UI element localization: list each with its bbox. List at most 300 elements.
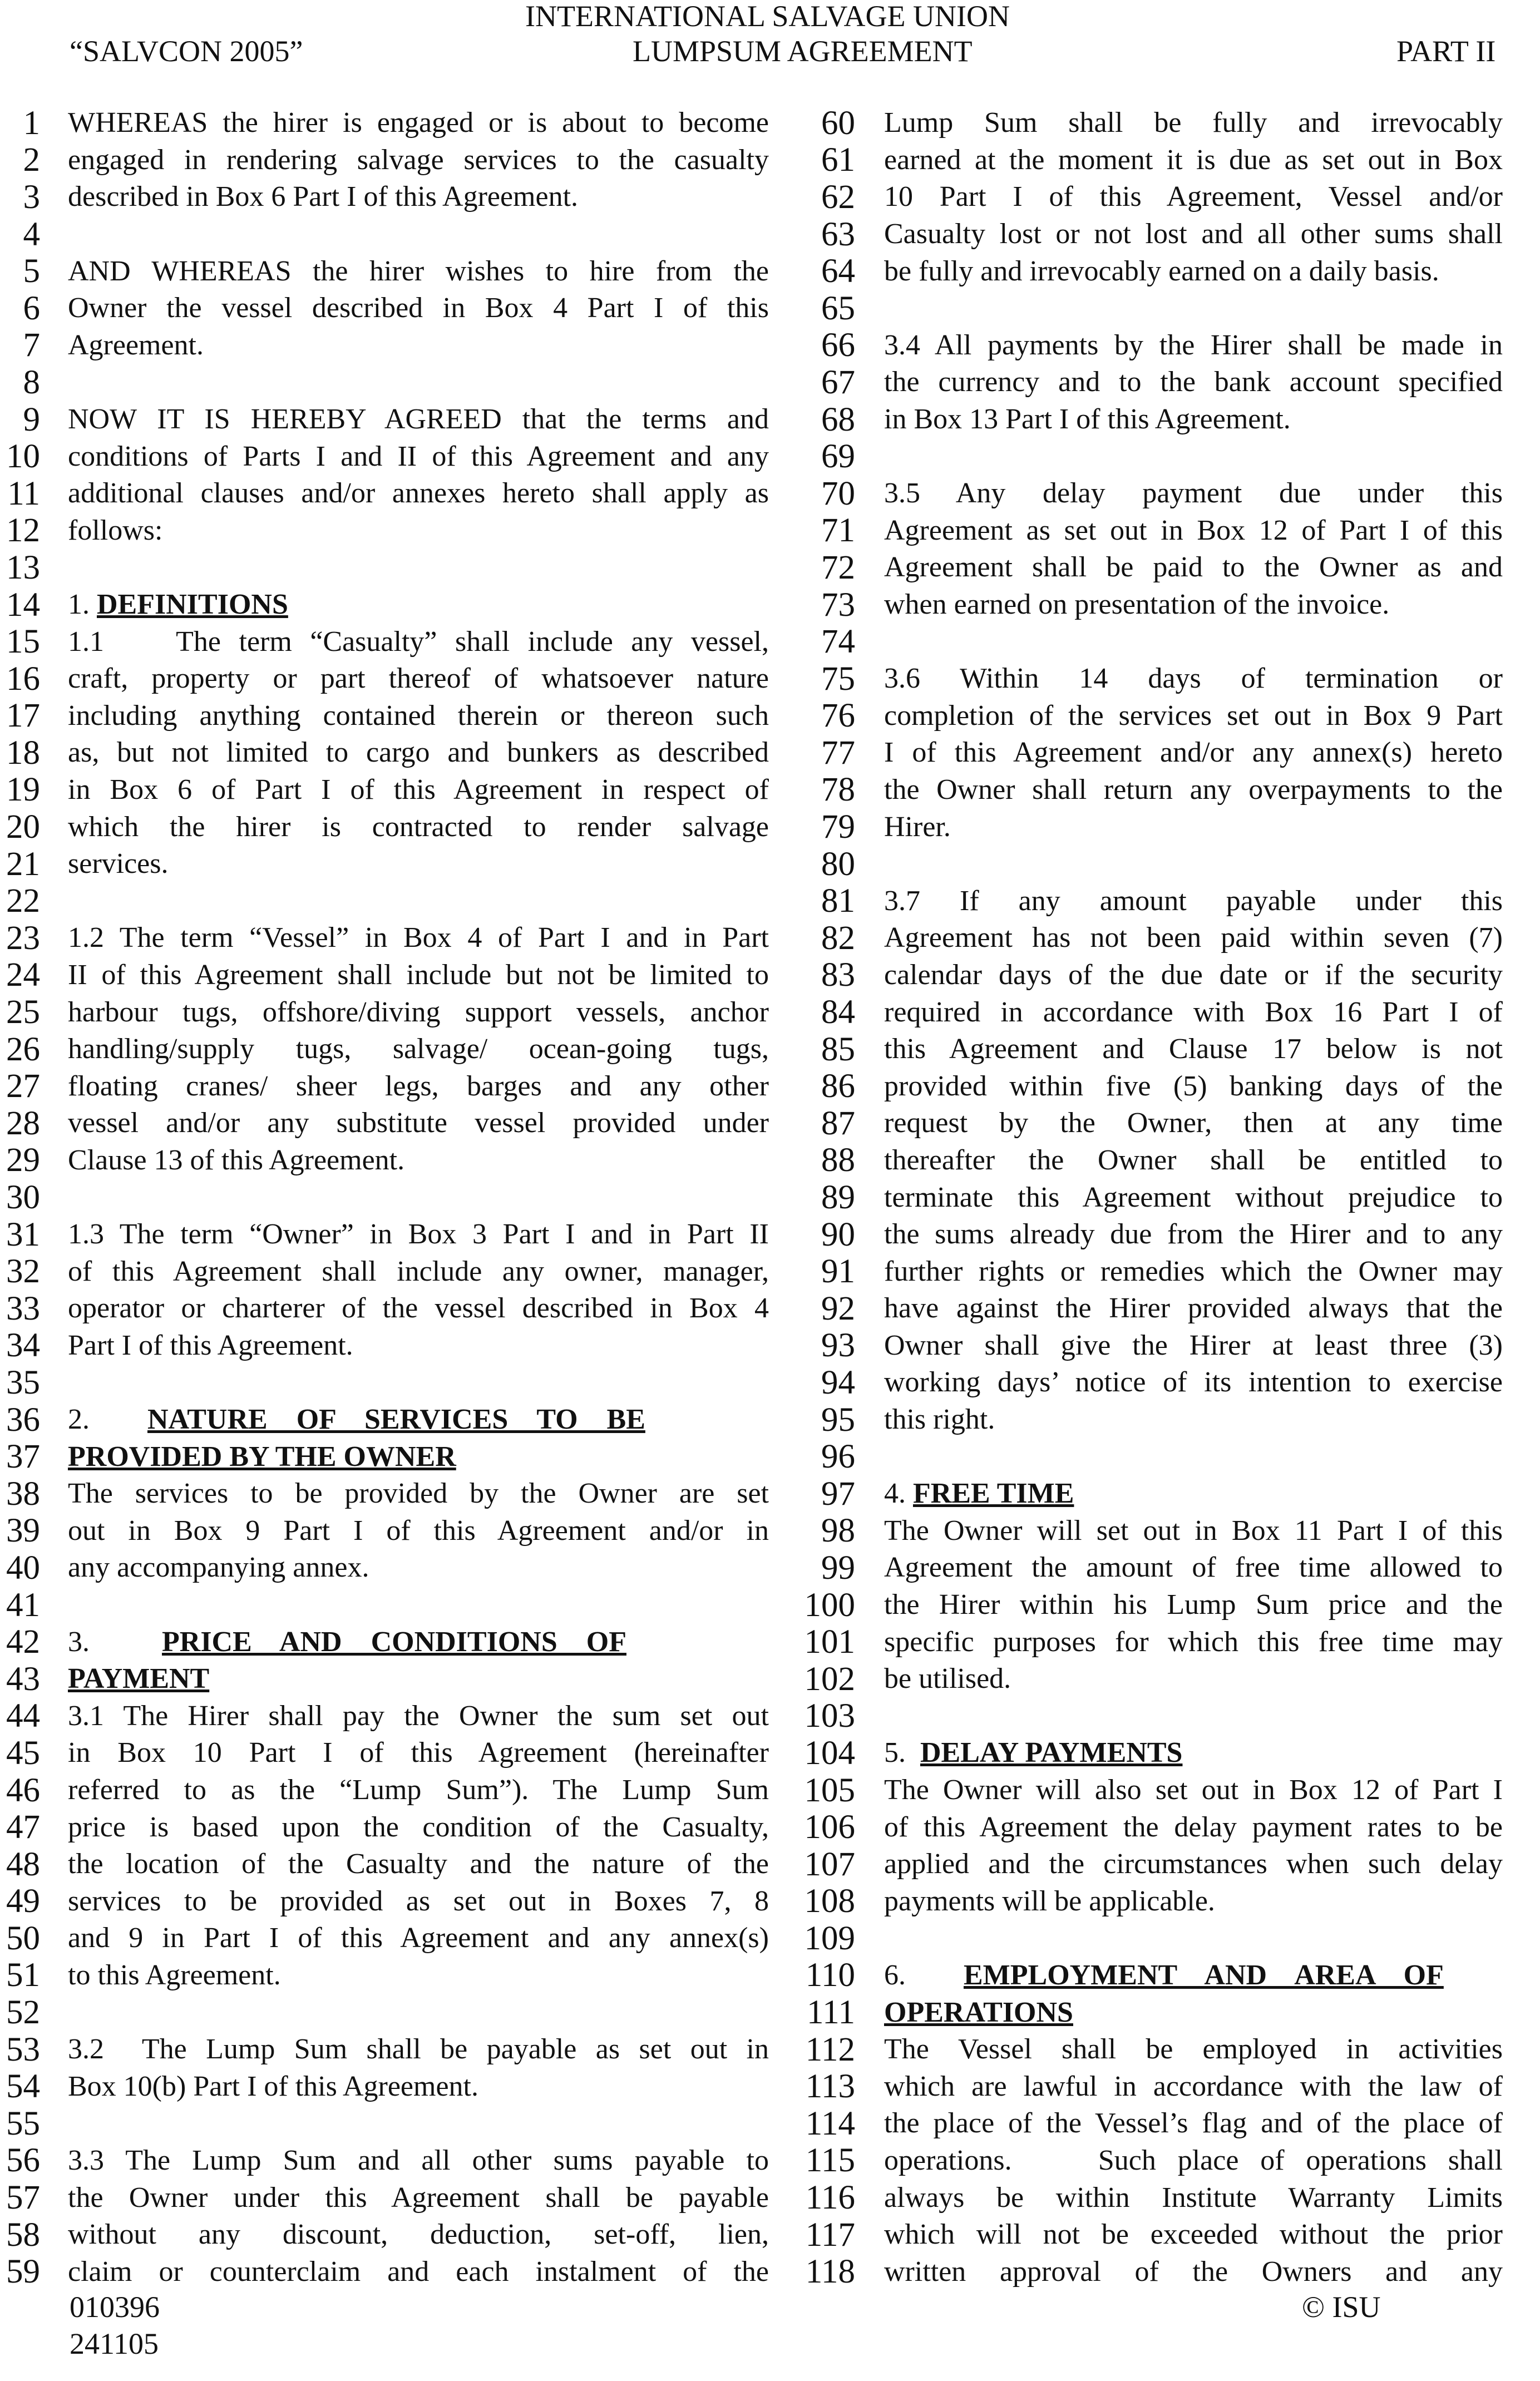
line-number: 24 [6, 956, 40, 994]
line-number: 49 [6, 1883, 40, 1920]
line-text [884, 2146, 1503, 2175]
line-text-content: which are lawful in accordance with the law of [884, 2070, 1503, 2102]
line-text [68, 1628, 769, 1657]
line-number: 7 [23, 327, 40, 364]
line-number: 17 [6, 697, 40, 735]
line-number: 98 [821, 1512, 855, 1550]
line-number: 22 [6, 882, 40, 920]
text-line [0, 994, 769, 1031]
line-number: 99 [821, 1549, 855, 1587]
line-number: 9 [23, 401, 40, 438]
line-text [68, 625, 769, 658]
line-number: 10 [6, 438, 40, 476]
line-text-content: 3.5 Any delay payment due under this [884, 477, 1503, 510]
text-line [766, 549, 1503, 586]
text-line [766, 2105, 1503, 2142]
line-text [68, 2146, 769, 2175]
line-number: 115 [805, 2142, 855, 2180]
line-number: 6 [23, 289, 40, 327]
line-text [68, 1738, 769, 1767]
line-text [884, 331, 1503, 360]
text-line [0, 846, 769, 883]
line-number: 57 [6, 2179, 40, 2217]
text-line [766, 660, 1503, 698]
line-text-content: further rights or remedies which the Owner may [884, 1255, 1503, 1287]
text-line [0, 1920, 769, 1957]
line-text [68, 405, 769, 434]
section-heading: PROVIDED BY THE OWNER [68, 1440, 456, 1473]
line-text-content: the Owner shall return any overpayments to the [884, 773, 1503, 806]
line-text-content: 3.4 All payments by the Hirer shall be made in [884, 329, 1503, 361]
line-number: 59 [6, 2253, 40, 2291]
text-line [0, 957, 769, 994]
text-line [766, 1401, 1503, 1439]
text-line [0, 920, 769, 957]
line-text-content: in Box 6 of Part I of this Agreement in respect of [68, 773, 769, 806]
line-text [884, 961, 1503, 990]
text-line [766, 957, 1503, 994]
text-line [766, 401, 1503, 438]
line-text [884, 2109, 1503, 2138]
line-text [68, 1850, 769, 1879]
line-text [68, 738, 769, 767]
text-line [0, 1327, 769, 1365]
line-number: 54 [6, 2068, 40, 2106]
line-number: 87 [821, 1104, 855, 1142]
line-number: 33 [6, 1290, 40, 1327]
section-heading: FREE TIME [913, 1478, 1074, 1510]
line-text [884, 590, 1503, 619]
line-text-content: services to be provided as set out in Boxes 7, 8 [68, 1885, 769, 1917]
line-text [68, 1516, 769, 1545]
line-text-content: 1. [68, 589, 97, 621]
text-line [766, 253, 1503, 290]
line-text [884, 368, 1503, 397]
line-number: 116 [805, 2179, 855, 2217]
text-line [766, 994, 1503, 1031]
line-text-content: 5. [884, 1737, 920, 1769]
text-line [766, 1623, 1503, 1661]
line-text [884, 2035, 1503, 2064]
text-line [0, 586, 769, 624]
right-column [766, 105, 1503, 2290]
line-text-content: required in accordance with Box 16 Part I of [884, 996, 1503, 1028]
line-number: 61 [821, 141, 855, 179]
text-line [0, 475, 769, 512]
line-text-content: 2. [68, 1404, 147, 1436]
line-text [68, 1813, 769, 1842]
line-number: 74 [821, 623, 855, 661]
line-text-content: Agreement the amount of free time allowed to [884, 1552, 1503, 1584]
text-line [0, 660, 769, 698]
line-text [884, 1479, 1503, 1508]
line-number: 109 [804, 1919, 855, 1957]
line-number: 52 [6, 1994, 40, 2032]
text-line [766, 216, 1503, 253]
text-line [766, 1179, 1503, 1216]
text-line [0, 1475, 769, 1513]
line-text-content: NOW IT IS HEREBY AGREED that the terms and [68, 403, 769, 436]
line-text-content: 1.1 The term “Casualty” shall include any vessel, [68, 625, 769, 658]
line-number: 110 [805, 1957, 855, 1994]
text-line [0, 1105, 769, 1142]
line-text-content: in Box 13 Part I of this Agreement. [884, 403, 1291, 436]
line-text [884, 1072, 1503, 1101]
line-text [68, 1702, 769, 1731]
text-line [0, 179, 769, 216]
text-line [766, 105, 1503, 142]
line-number: 15 [6, 623, 40, 661]
line-text-content: additional clauses and/or annexes hereto shall apply as [68, 477, 769, 510]
text-line [766, 1253, 1503, 1290]
line-text [68, 1887, 769, 1916]
line-text-content: 3. [68, 1626, 162, 1658]
part-label: PART II [1396, 34, 1496, 68]
line-text [884, 1738, 1503, 1767]
line-number: 70 [821, 475, 855, 512]
line-number: 55 [6, 2105, 40, 2142]
line-text [68, 2035, 769, 2064]
line-number: 101 [804, 1623, 855, 1661]
line-number: 83 [821, 956, 855, 994]
line-text-content: engaged in rendering salvage services to the casualty [68, 144, 769, 176]
line-number: 8 [23, 363, 40, 401]
line-text [884, 1776, 1503, 1805]
text-line [766, 1994, 1503, 2031]
text-line [766, 1883, 1503, 1920]
line-number: 68 [821, 401, 855, 438]
text-line [766, 1661, 1503, 1698]
line-number: 106 [804, 1809, 855, 1846]
line-text-content: Hirer. [884, 811, 951, 843]
text-line [0, 2253, 769, 2290]
text-line [766, 2216, 1503, 2254]
line-text-content: The Vessel shall be employed in activities [884, 2033, 1503, 2066]
section-heading: DEFINITIONS [97, 589, 288, 621]
copyright-notice: © ISU [1302, 2290, 1381, 2324]
line-text-content: follows: [68, 514, 163, 546]
line-text [68, 257, 769, 286]
text-line [0, 290, 769, 327]
text-line [766, 2179, 1503, 2216]
text-line [0, 1068, 769, 1105]
line-number: 114 [805, 2105, 855, 2142]
line-number: 20 [6, 808, 40, 846]
line-number: 50 [6, 1919, 40, 1957]
line-text [68, 2220, 769, 2249]
line-number: 58 [6, 2216, 40, 2254]
text-line [0, 1994, 769, 2031]
text-line [0, 1772, 769, 1809]
text-line [0, 216, 769, 253]
line-text-content: 10 Part I of this Agreement, Vessel and/or [884, 181, 1503, 213]
line-number: 35 [6, 1364, 40, 1401]
line-text [68, 1072, 769, 1101]
line-text [68, 2257, 769, 2286]
line-text [884, 738, 1503, 767]
line-text-content: I of this Agreement and/or any annex(s) hereto [884, 737, 1503, 769]
text-line [766, 1809, 1503, 1846]
text-line [766, 290, 1503, 327]
line-number: 96 [821, 1438, 855, 1476]
line-number: 111 [807, 1994, 855, 2032]
text-line [0, 253, 769, 290]
line-text [884, 1220, 1503, 1249]
line-number: 79 [821, 808, 855, 846]
line-text-content: Casualty lost or not lost and all other sums shall [884, 218, 1503, 250]
line-text [68, 2181, 769, 2214]
line-number: 107 [804, 1845, 855, 1883]
line-text-content: earned at the moment it is due as set out in Box [884, 144, 1503, 176]
line-text-content: the Hirer within his Lump Sum price and the [884, 1589, 1503, 1621]
line-number: 105 [804, 1771, 855, 1809]
text-line [0, 1216, 769, 1253]
line-number: 40 [6, 1549, 40, 1587]
line-text [884, 516, 1503, 545]
line-text [884, 182, 1503, 211]
line-text [68, 1146, 769, 1175]
line-text [884, 813, 1503, 842]
line-text-content: operations. Such place of operations shall [884, 2144, 1503, 2176]
text-line [766, 1587, 1503, 1624]
line-text [884, 1590, 1503, 1619]
section-heading: PAYMENT [68, 1663, 210, 1695]
line-number: 80 [821, 845, 855, 883]
line-text-content: Owner the vessel described in Box 4 Part I of this [68, 292, 769, 324]
line-text-content: the place of the Vessel’s flag and of the place of [884, 2107, 1503, 2140]
line-text [68, 479, 769, 508]
text-line [766, 1216, 1503, 1253]
line-text-content: handling/supply tugs, salvage/ ocean-going tugs, [68, 1033, 769, 1065]
line-number: 69 [821, 438, 855, 476]
line-number: 56 [6, 2142, 40, 2180]
line-number: 45 [6, 1734, 40, 1772]
line-number: 1 [23, 104, 40, 142]
text-line [0, 1846, 769, 1883]
line-text [68, 1257, 769, 1286]
line-text-content: referred to as the “Lump Sum”). The Lump Sum [68, 1774, 769, 1806]
line-number: 5 [23, 253, 40, 290]
line-text-content: this right. [884, 1404, 995, 1436]
line-text [884, 2181, 1503, 2214]
line-text [68, 1109, 769, 1138]
text-line [766, 698, 1503, 735]
text-line [766, 2253, 1503, 2290]
text-line [766, 808, 1503, 846]
text-line [0, 1364, 769, 1401]
text-line [766, 1290, 1503, 1327]
line-number: 38 [6, 1475, 40, 1513]
line-text [68, 1440, 769, 1473]
line-text-content: the sums already due from the Hirer and to any [884, 1218, 1503, 1251]
line-text [884, 775, 1503, 804]
line-text [68, 590, 769, 619]
line-number: 97 [821, 1475, 855, 1513]
line-text [68, 961, 769, 990]
text-line [766, 1068, 1503, 1105]
line-text [68, 331, 769, 360]
text-line [0, 808, 769, 846]
line-number: 47 [6, 1809, 40, 1846]
line-text [884, 2257, 1503, 2286]
line-number: 18 [6, 734, 40, 772]
line-text [884, 1331, 1503, 1360]
line-text-content: Agreement. [68, 329, 204, 361]
line-text-content: this Agreement and Clause 17 below is not [884, 1033, 1503, 1065]
line-number: 11 [7, 475, 40, 512]
line-text [884, 1405, 1503, 1434]
text-line [766, 920, 1503, 957]
text-line [766, 772, 1503, 809]
line-number: 28 [6, 1104, 40, 1142]
line-number: 92 [821, 1290, 855, 1327]
line-text-content: Clause 13 of this Agreement. [68, 1144, 405, 1176]
line-text [884, 1998, 1503, 2027]
text-line [0, 882, 769, 920]
text-line [0, 1883, 769, 1920]
text-line [0, 142, 769, 179]
line-text-content: specific purposes for which this free time may [884, 1626, 1503, 1658]
line-text-content: conditions of Parts I and II of this Agreement and any [68, 440, 769, 472]
line-text-content: of this Agreement the delay payment rates to be [884, 1811, 1503, 1843]
line-number: 37 [6, 1438, 40, 1476]
line-number: 25 [6, 994, 40, 1031]
line-text [68, 1776, 769, 1805]
line-number: 34 [6, 1327, 40, 1365]
line-number: 30 [6, 1179, 40, 1217]
document-title: LUMPSUM AGREEMENT [633, 34, 973, 68]
line-text [68, 1035, 769, 1064]
line-text-content: craft, property or part thereof of whatsoever nature [68, 663, 769, 695]
line-number: 36 [6, 1401, 40, 1439]
line-number: 42 [6, 1623, 40, 1661]
line-number: 64 [821, 253, 855, 290]
line-text [68, 1479, 769, 1508]
line-text [884, 1664, 1503, 1693]
line-number: 53 [6, 2031, 40, 2068]
text-line [0, 401, 769, 438]
text-line [766, 1957, 1503, 1994]
line-text-content: floating cranes/ sheer legs, barges and any other [68, 1070, 769, 1102]
line-text [68, 775, 769, 804]
line-number: 13 [6, 549, 40, 586]
line-text-content: operator or charterer of the vessel described in Box 4 [68, 1292, 769, 1325]
line-number: 75 [821, 660, 855, 698]
text-line [0, 364, 769, 401]
text-line [766, 1142, 1503, 1179]
text-line [766, 586, 1503, 624]
line-number: 76 [821, 697, 855, 735]
text-line [0, 438, 769, 475]
line-text [68, 294, 769, 323]
line-number: 93 [821, 1327, 855, 1365]
line-number: 71 [821, 512, 855, 550]
section-heading: PRICE AND CONDITIONS OF [162, 1626, 626, 1658]
line-text [68, 1924, 769, 1953]
line-number: 100 [804, 1586, 855, 1624]
line-text-content: 4. [884, 1478, 913, 1510]
line-number: 4 [23, 215, 40, 253]
text-line [766, 1920, 1503, 1957]
line-text-content: II of this Agreement shall include but not be limited to [68, 959, 769, 991]
line-number: 62 [821, 178, 855, 216]
line-number: 108 [804, 1883, 855, 1920]
line-text [68, 108, 769, 137]
line-number: 117 [805, 2216, 855, 2254]
line-text [884, 1961, 1503, 1990]
line-text-content: The Owner will set out in Box 11 Part I of this [884, 1514, 1503, 1547]
line-number: 81 [821, 882, 855, 920]
text-line [0, 327, 769, 364]
text-line [0, 1587, 769, 1624]
line-number: 60 [821, 104, 855, 142]
line-text [68, 516, 769, 545]
text-line [0, 1438, 769, 1475]
text-line [0, 1513, 769, 1550]
line-text-content: AND WHEREAS the hirer wishes to hire from the [68, 255, 769, 287]
line-text-content: 3.2 The Lump Sum shall be payable as set out in [68, 2033, 769, 2066]
line-text-content: and 9 in Part I of this Agreement and any annex(s) [68, 1922, 769, 1954]
line-text [884, 1146, 1503, 1175]
line-number: 113 [805, 2068, 855, 2106]
line-text-content: The Owner will also set out in Box 12 of Part I [884, 1774, 1503, 1806]
line-text [884, 664, 1503, 693]
text-line [766, 1364, 1503, 1401]
line-text-content: as, but not limited to cargo and bunkers as described [68, 737, 769, 769]
text-line [766, 438, 1503, 475]
line-text-content: payments will be applicable. [884, 1885, 1215, 1917]
line-text-content: provided within five (5) banking days of the [884, 1070, 1503, 1102]
text-line [766, 2142, 1503, 2180]
text-line [0, 512, 769, 550]
line-number: 77 [821, 734, 855, 772]
text-line [0, 734, 769, 772]
line-text-content: any accompanying annex. [68, 1552, 369, 1584]
line-text-content: completion of the services set out in Box 9 Part [884, 699, 1503, 732]
line-text-content: WHEREAS the hirer is engaged or is about to become [68, 107, 769, 139]
line-text-content: claim or counterclaim and each instalment of the [68, 2255, 769, 2288]
line-text [68, 1553, 769, 1582]
line-number: 78 [821, 771, 855, 809]
line-number: 32 [6, 1253, 40, 1291]
text-line [0, 1623, 769, 1661]
line-number: 67 [821, 363, 855, 401]
line-number: 23 [6, 919, 40, 957]
line-text-content: 1.3 The term “Owner” in Box 3 Part I and in Part II [68, 1218, 769, 1251]
line-number: 44 [6, 1697, 40, 1735]
line-number: 104 [804, 1734, 855, 1772]
line-text [884, 1850, 1503, 1879]
line-text [884, 1813, 1503, 1842]
line-text [884, 553, 1503, 582]
line-text [68, 998, 769, 1027]
text-line [766, 1846, 1503, 1883]
line-number: 84 [821, 994, 855, 1031]
line-text [68, 664, 769, 693]
line-text-content: Agreement has not been paid within seven (7) [884, 922, 1503, 954]
line-text-content: out in Box 9 Part I of this Agreement and/or in [68, 1514, 769, 1547]
line-number: 91 [821, 1253, 855, 1291]
line-number: 85 [821, 1030, 855, 1068]
line-text [884, 1257, 1503, 1286]
line-number: 66 [821, 327, 855, 364]
line-text [68, 182, 769, 211]
line-text-content: thereafter the Owner shall be entitled to [884, 1144, 1503, 1176]
text-line [766, 142, 1503, 179]
line-number: 43 [6, 1660, 40, 1698]
text-line [0, 105, 769, 142]
line-text-content: 3.3 The Lump Sum and all other sums payable to [68, 2144, 769, 2176]
